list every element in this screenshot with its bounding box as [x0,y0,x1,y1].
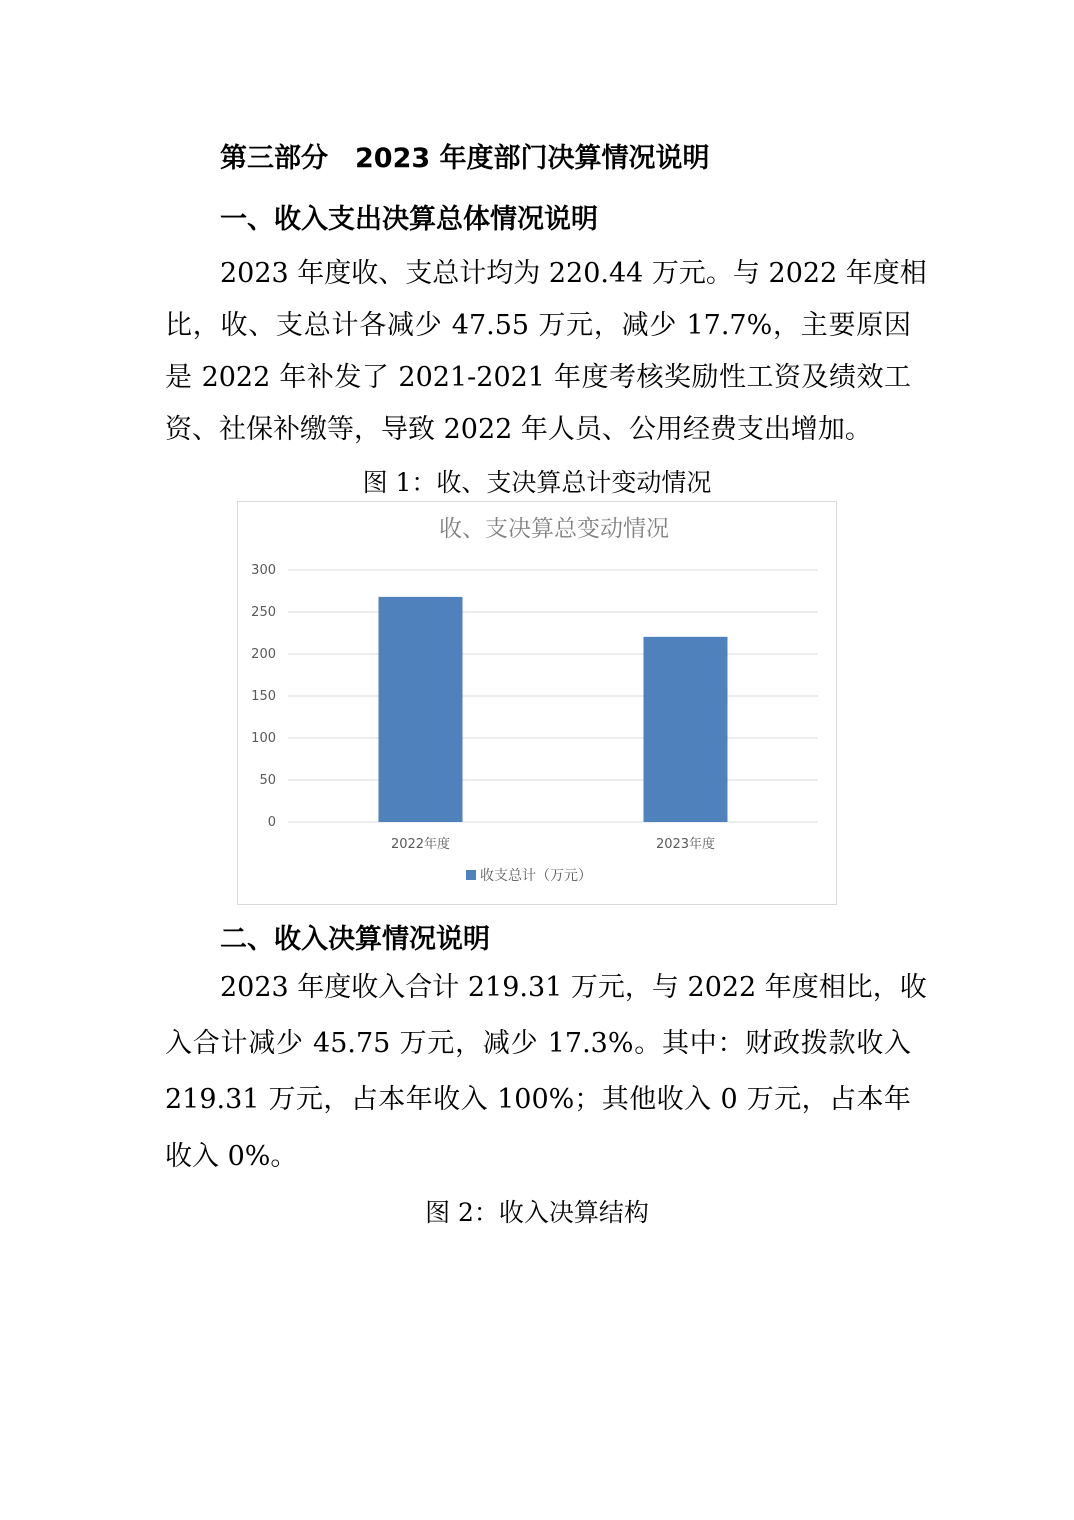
legend-label: 收支总计（万元） [480,868,592,884]
section-1-paragraph-line: 2023 年度收、支总计均为 220.44 万元。与 2022 年度相 [220,258,927,289]
section-2-paragraph-line: 收入 0%。 [165,1141,298,1172]
chart-legend [466,867,592,884]
legend-swatch [466,870,476,880]
y-tick-label: 50 [259,773,276,788]
figure-1-caption: 图 1：收、支决算总计变动情况 [362,468,712,497]
section-2-paragraph-line: 2023 年度收入合计 219.31 万元，与 2022 年度相比，收 [220,972,927,1003]
chart-gridlines [288,570,818,822]
chart-title: 收、支决算总变动情况 [439,516,669,542]
x-tick-label: 2023年度 [655,837,716,852]
y-tick-label: 0 [267,815,276,830]
section-1-heading: 一、收入支出决算总体情况说明 [220,204,598,235]
section-2-heading: 二、收入决算情况说明 [220,924,490,955]
part-title: 第三部分 2023 年度部门决算情况说明 [220,143,710,174]
bar [644,637,728,822]
bar-chart [237,501,837,905]
bar [379,597,463,822]
chart-bars [379,597,728,822]
y-tick-label: 300 [251,563,276,578]
y-tick-label: 200 [251,647,276,662]
section-2-paragraph-line: 219.31 万元，占本年收入 100%；其他收入 0 万元，占本年 [165,1084,911,1115]
y-tick-label: 250 [251,605,276,620]
figure-2-caption: 图 2：收入决算结构 [425,1198,649,1227]
x-tick-label: 2022年度 [390,837,451,852]
bar-chart-svg [238,502,838,906]
section-1-paragraph-line: 比，收、支总计各减少 47.55 万元，减少 17.7%，主要原因 [165,310,911,341]
y-tick-label: 100 [251,731,276,746]
section-2-paragraph-line: 入合计减少 45.75 万元，减少 17.3%。其中：财政拨款收入 [165,1028,911,1059]
section-1-paragraph-line: 是 2022 年补发了 2021-2021 年度考核奖励性工资及绩效工 [165,362,911,393]
y-tick-label: 150 [251,689,276,704]
section-1-paragraph-line: 资、社保补缴等，导致 2022 年人员、公用经费支出增加。 [165,414,872,445]
